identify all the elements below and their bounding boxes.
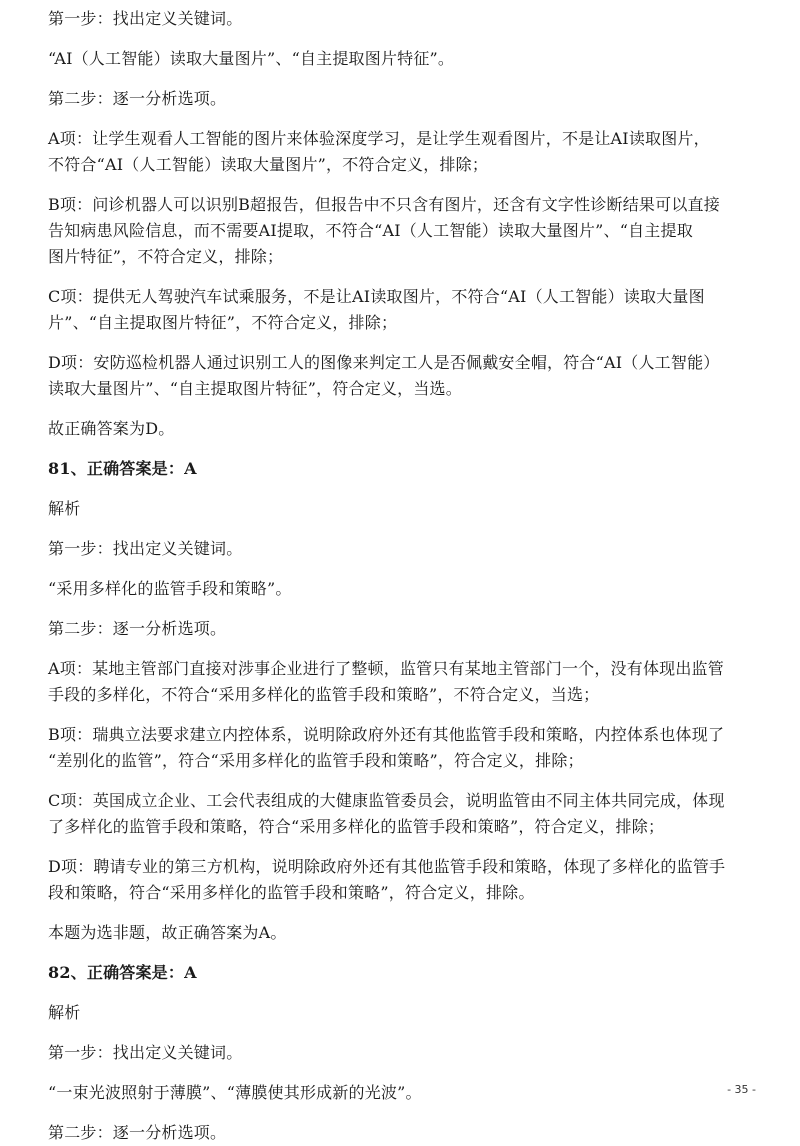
page-number: - 35 -	[727, 1083, 756, 1096]
q81-keywords: “采用多样化的监管手段和策略”。	[48, 579, 292, 598]
q80-option-d-line: D项：安防巡检机器人通过识别工人的图像来判定工人是否佩戴安全帽，符合“AI（人工智能）	[48, 353, 720, 372]
q81-option-a	[48, 656, 770, 708]
q80-option-b	[48, 192, 770, 270]
q80-option-c	[48, 284, 770, 336]
q80-option-b-line: B项：问诊机器人可以识别B超报告，但报告中不只含有图片，还含有文字性诊断结果可以直接	[48, 195, 720, 214]
q82-analysis-label: 解析	[48, 1003, 81, 1022]
q82-step2: 第二步：逐一分析选项。	[48, 1123, 227, 1142]
q81-option-b	[48, 722, 770, 774]
q80-option-d-line: 读取大量图片”、“自主提取图片特征”，符合定义，当选。	[48, 379, 462, 398]
q80-option-c-line: 片”、“自主提取图片特征”，不符合定义，排除；	[48, 313, 398, 332]
q81-option-c-line: 了多样化的监管手段和策略，符合“采用多样化的监管手段和策略”，符合定义，排除；	[48, 817, 665, 836]
q81-option-d	[48, 854, 770, 906]
q81-answer: 本题为选非题，故正确答案为A。	[48, 923, 287, 942]
q80-option-d	[48, 350, 770, 402]
q80-step2: 第二步：逐一分析选项。	[48, 89, 227, 108]
q80-option-a-line: A项：让学生观看人工智能的图片来体验深度学习，是让学生观看图片，不是让AI读取图片，	[48, 129, 710, 148]
q81-step1: 第一步：找出定义关键词。	[48, 539, 243, 558]
q82-title: 82、正确答案是：A	[48, 963, 197, 982]
q81-option-d-line: D项：聘请专业的第三方机构，说明除政府外还有其他监管手段和策略，体现了多样化的监管手	[48, 857, 726, 876]
q81-option-a-line: 手段的多样化，不符合“采用多样化的监管手段和策略”，不符合定义，当选；	[48, 685, 600, 704]
q81-option-c-line: C项：英国成立企业、工会代表组成的大健康监管委员会，说明监管由不同主体共同完成，体现	[48, 791, 725, 810]
q81-option-d-line: 段和策略，符合“采用多样化的监管手段和策略”，符合定义，排除。	[48, 883, 535, 902]
q80-option-a	[48, 126, 770, 178]
q81-option-b-line: “差别化的监管”，符合“采用多样化的监管手段和策略”，符合定义，排除；	[48, 751, 584, 770]
q81-analysis-label: 解析	[48, 499, 81, 518]
q81-option-a-line: A项：某地主管部门直接对涉事企业进行了整顿，监管只有某地主管部门一个，没有体现出监管	[48, 659, 724, 678]
q81-step2: 第二步：逐一分析选项。	[48, 619, 227, 638]
q80-step1: 第一步：找出定义关键词。	[48, 9, 243, 28]
q80-keywords: “AI（人工智能）读取大量图片”、“自主提取图片特征”。	[48, 49, 455, 68]
q80-option-b-line: 图片特征”，不符合定义，排除；	[48, 247, 284, 266]
q80-option-b-line: 告知病患风险信息，而不需要AI提取，不符合“AI（人工智能）读取大量图片”、“自主提取	[48, 221, 693, 240]
q82-step1: 第一步：找出定义关键词。	[48, 1043, 243, 1062]
q81-option-c	[48, 788, 770, 840]
q81-title: 81、正确答案是：A	[48, 459, 197, 478]
q80-answer: 故正确答案为D。	[48, 419, 175, 438]
q81-option-b-line: B项：瑞典立法要求建立内控体系，说明除政府外还有其他监管手段和策略，内控体系也体现了	[48, 725, 725, 744]
q80-option-a-line: 不符合“AI（人工智能）读取大量图片”，不符合定义，排除；	[48, 155, 489, 174]
q80-option-c-line: C项：提供无人驾驶汽车试乘服务，不是让AI读取图片，不符合“AI（人工智能）读取大量图	[48, 287, 705, 306]
q82-keywords: “一束光波照射于薄膜”、“薄膜使其形成新的光波”。	[48, 1083, 422, 1102]
